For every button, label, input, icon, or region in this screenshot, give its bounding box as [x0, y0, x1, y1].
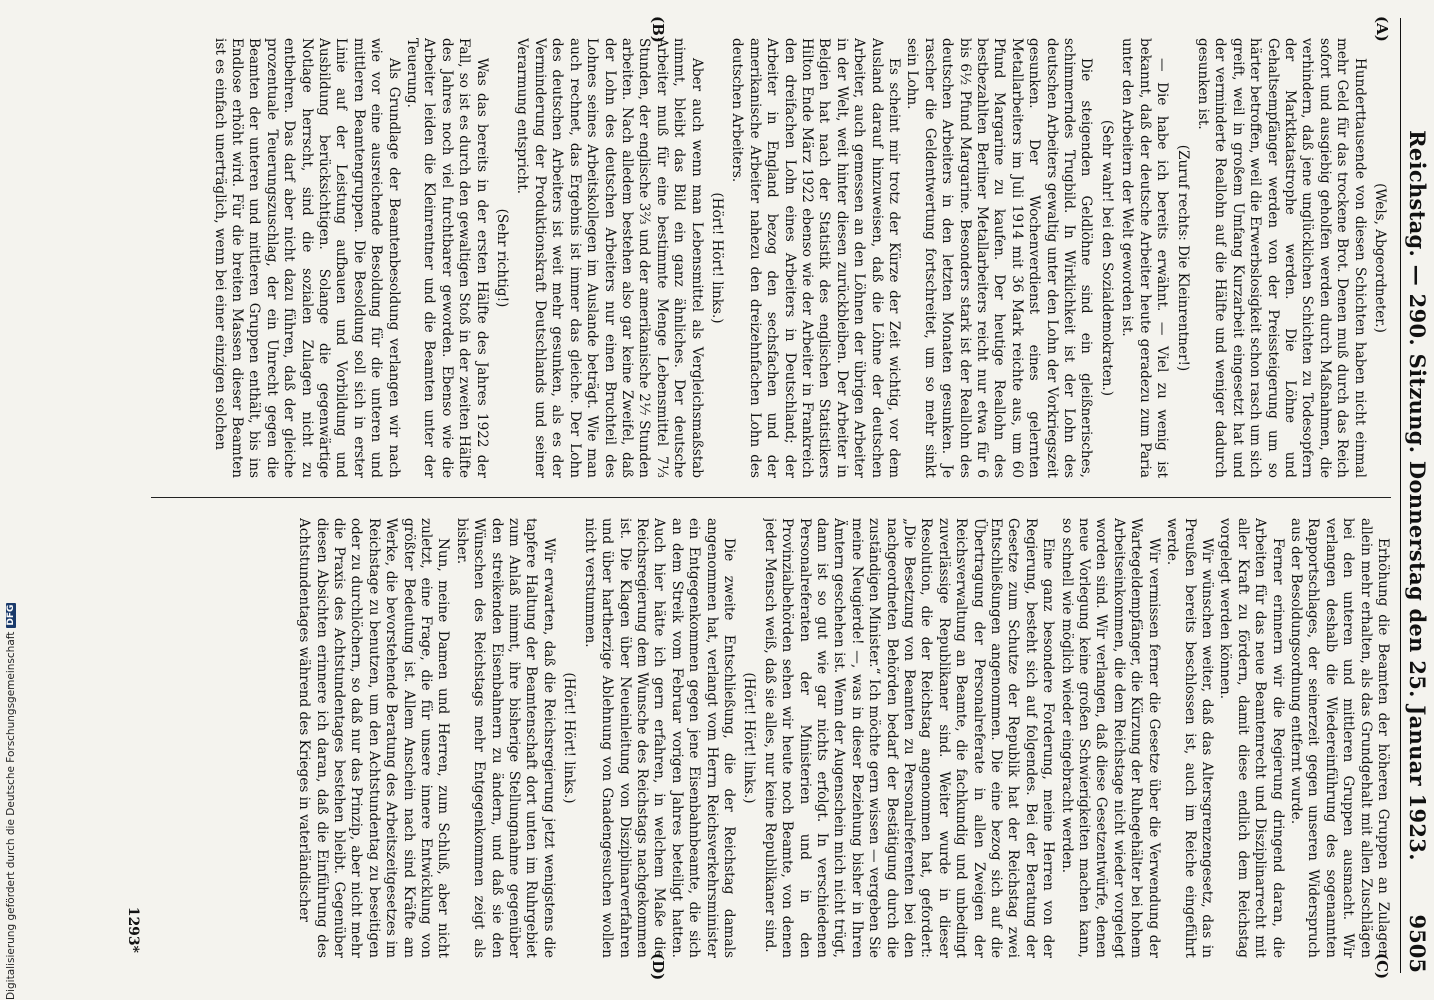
- interjection: (Zuruf rechts: Die Kleinrentner!): [1174, 144, 1191, 372]
- margin-marker-a: (A): [1373, 16, 1391, 42]
- margin-marker-b: (B): [649, 16, 667, 43]
- left-column: [151, 38, 1391, 478]
- paragraph: Hunderttausende von diesen Schichten haben nicht einmal mehr Geld für das trockene Brot. Denen muß durch das Reich sofort und ausgiebig geholfen werden durch Maßnahmen, die verhindern, daß jene unglücklichen Schichten zu Todesopfern der Marktkatastrophe werden. Die Löhne und Gehaltsempfänger werden von der Preissteigerung um so härter betroffen, weil die Erwerbslosigkeit schon rasch um sich greift, weil in großem Umfang Kurzarbeit eingesetzt hat und der verminderte Reallohn auf die Hälfte und weniger dadurch gesunken ist.: [1194, 38, 1368, 478]
- paragraph: Wir wünschen weiter, daß das Altersgrenzengesetz, das in Preußen bereits beschlossen ist, auch im Reiche eingeführt werde.: [1164, 518, 1215, 958]
- paragraph: Was das bereits in der ersten Hälfte des Jahres 1922 der Fall, so ist es durch den gewaltigen Stoß in der zweiten Hälfte des Jahres noch viel furchtbarer geworden. Ebenso wie die Arbeiter leiden die Kleinrentner und die Beamten unter der Teuerung.: [404, 38, 490, 478]
- header-title: Reichstag. — 290. Sitzung. Donnerstag den 25. Januar 1923.: [1405, 130, 1431, 861]
- newspaper-page: [115, 16, 1434, 981]
- interjection: (Hört! Hört! links.): [708, 192, 725, 324]
- interjection: (Hört! Hört! links.): [561, 672, 578, 804]
- paragraph: — Die habe ich bereits erwähnt. — Viel zu wenig ist bekannt, daß der deutsche Arbeiter heute geradezu zum Paria unter den Arbeitern der Welt geworden ist.: [1119, 38, 1171, 478]
- margin-marker-d: (D): [649, 953, 667, 981]
- paragraph: Erhöhung die Beamten der höheren Gruppen an Zulagen allein mehr erhalten, als das Grundgehalt mit allen Zuschlägen bei den unteren und mittleren Gruppen ausmacht. Wir verlangen deshalb die Wiedereinführung des sogenannten Rapportschlages, der seinerzeit gegen unseren Widerspruch aus der Besoldungsordnung entfernt wurde.: [1287, 518, 1391, 958]
- paragraph: Die steigenden Geldlöhne sind ein gleißnerisches, schimmerndes Trugbild. In Wirklichkeit ist der Lohn des deutschen Arbeiters gewaltig unter den Lohn der Vorkriegszeit gesunken. Der Wochenverdienst eines gelernten Metallarbeiters im Juli 1914 mit 36 Mark reichte aus, um 60 Pfund Margarine zu kaufen. Der heutige Reallohn des bestbezahlten Berliner Metallarbeiters reicht nur etwa für 6 bis 6½ Pfund Margarine. Besonders stark ist der Reallohn des deutschen Arbeiters in den letzten Monaten gesunken. Je rascher die Geldentwertung fortschreitet, um so mehr sinkt sein Lohn.: [904, 38, 1095, 478]
- column-divider: [151, 497, 1391, 498]
- sheet-number: 1293*: [125, 906, 141, 953]
- page-number: 9505: [1405, 914, 1431, 973]
- paragraph: Die zweite Entschließung, die der Reichstag damals angenommen hat, verlangt vom Herrn Reichsverkehrsminister ein Entgegenkommen gegen jene Eisenbahnbeamte, die sich an dem Streik vom Februar vorigen Jahres beteiligt hatten. Auch hier hätte ich gern erfahren, in welchem Maße die Reichsregierung dem Wunsche des Reichstags nachgekommen ist. Die Klagen über Neueinleitung von Disziplinarverfahren und über hartherzige Ablehnung von Gnadengesuchen wollen nicht verstummen.: [581, 518, 737, 958]
- interjection: (Sehr richtig!): [494, 208, 511, 308]
- paragraph: Wir erwarten, daß die Reichsregierung jetzt wenigstens die tapfere Haltung der Beamtenschaft dort unten im Ruhrgebiet zum Anlaß nimmt, ihre bisherige Stellungnahme gegenüber den streikenden Eisenbahnern zu ändern, und daß sie den Wünschen des Reichstags mehr Entgegenkommen zeigt als bisher.: [453, 518, 557, 958]
- dfg-logo-icon: DFG: [6, 604, 16, 626]
- page-header: [1400, 18, 1434, 973]
- paragraph: Als Grundlage der Beamtenbesoldung verlangen wir nach wie vor eine ausreichende Besoldung für die unteren und mittleren Beamtengruppen. Die Besoldung soll sich in erster Linie auf der Leistung aufbauen und Vorbildung und Ausbildung berücksichtigen. Solange die gegenwärtige Notlage herrscht, sind die sozialen Zulagen nicht zu entbehren. Das darf aber nicht dazu führen, daß der gleiche prozentuale Teuerungszuschlag, der ein Unrecht gegen die Beamten der unteren und mittleren Gruppen enthält, bis ins Endlose erhöht wird. Für die breiten Massen dieser Beamten ist es einfach unerträglich, wenn bei einer einzigen solchen: [211, 38, 402, 478]
- paragraph: Nun, meine Damen und Herren, zum Schluß, aber nicht zuletzt, eine Frage, die für unsere innere Entwicklung von größter Bedeutung ist. Allem Anschein nach sind Kräfte am Werke, die bevorstehende Beratung des Arbeitszeitgesetzes im Reichstage zu benutzen, um den Achtstundentag zu beseitigen oder zu durchlöchern, so daß nur das Prinzip, aber nicht mehr die Praxis des Achtstundentages bestehen bleibt. Gegenüber diesen Absichten erinnere ich daran, daß die Einführung des Achtstundentages während des Krieges in vaterländischer: [296, 518, 452, 958]
- paragraph: Ferner erinnern wir die Regierung dringend daran, die Arbeiten für das neue Beamtenrecht und Disziplinarrecht mit aller Kraft zu fördern, damit diese endlich dem Reichstag vorgelegt werden können.: [1217, 518, 1286, 958]
- paragraph: Aber auch wenn man Lebensmittel als Vergleichsmaßstab nimmt, bleibt das Bild ein ganz ähnliches. Der deutsche Arbeiter muß für eine bestimmte Menge Lebensmittel 7⅓ Stunden, der englische 3⅔ und der amerikanische 2⅐ Stunden arbeiten. Nach alledem bestehen also gar keine Zweifel, daß der Lohn des deutschen Arbeiters nur einen Bruchteil des Lohnes seines Arbeitskollegen im Auslande beträgt. Wie man auch rechnet, das Ergebnis ist immer das gleiche. Der Lohn des deutschen Arbeiters ist weit mehr gesunken, als es der Verminderung der Produktionskraft Deutschlands und seiner Verarmung entspricht.: [514, 38, 705, 478]
- digitization-note: [4, 0, 18, 1000]
- paragraph: Eine ganz besondere Forderung, meine Herren von der Regierung, besteht sich auf folgendes. Bei der Beratung der Gesetze zum Schutze der Republik hat der Reichstag zwei Entschließungen angenommen. Die eine bezog sich auf die Übertragung der Personalreferate in allen Zweigen der Reichsverwaltung an Beamte, die fachkundig und unbedingt zuverlässige Republikaner sind. Weiter wurde in dieser Resolution, die der Reichstag angenommen hat, gefordert: „Die Besetzung von Beamten zu Personalreferenten bei den nachgeordneten Behörden bedarf der Bestätigung durch die zuständigen Minister.“ Ich möchte gern wissen — vergeben Sie meine Neugierde! —, was in dieser Beziehung bisher in Ihren Ämtern geschehen ist. Wenn der Augenschein mich nicht trügt, dann ist so gut wie gar nichts erfolgt. In verschiedenen Personalreferaten der Ministerien und in den Provinzialbehörden sehen wir heute noch Beamte, von denen jeder Mensch weiß, daß sie alles, nur keine Republikaner sind.: [761, 518, 1057, 958]
- paragraph: Es scheint mir trotz der Kürze der Zeit wichtig, vor dem Ausland darauf hinzuweisen, daß die Löhne der deutschen Arbeiter, auch gemessen an den Löhnen der übrigen Arbeiter in der Welt, weit hinter diesen zurückbleiben. Der Arbeiter in Belgien hat nach der Statistik des englischen Statistikers Hilton Ende März 1922 ebenso wie der Arbeiter in Frankreich den dreifachen Lohn eines Arbeiters in Deutschland; der Arbeiter in England bezog den sechsfachen und der amerikanische Arbeiter nahezu den dreizehnfachen Lohn des deutschen Arbeiters.: [729, 38, 903, 478]
- digitization-text: Digitalisierung gefördert durch die Deutsche Forschungsgemeinschaft: [5, 631, 17, 1000]
- interjection: (Sehr wahr! bei den Sozialdemokraten.): [1098, 119, 1115, 397]
- right-column: [151, 518, 1391, 958]
- paragraph: Wir vermissen ferner die Gesetze über die Verwendung der Wartegeldempfänger, die Kürzung der Ruhegehälter bei hohem Arbeitseinkommen, die dem Reichstage nicht wieder vorgelegt worden sind. Wir verlangen, daß diese Gesetzentwürfe, denen neue Vorlegung keine großen Schwierigkeiten machen kann, so schnell wie möglich wieder eingebracht werden.: [1058, 518, 1162, 958]
- margin-marker-c: (C): [1373, 953, 1391, 980]
- interjection: (Hört! Hört! links.): [741, 672, 758, 804]
- speaker-line: (Wels, Abgeordneter.): [1372, 183, 1388, 333]
